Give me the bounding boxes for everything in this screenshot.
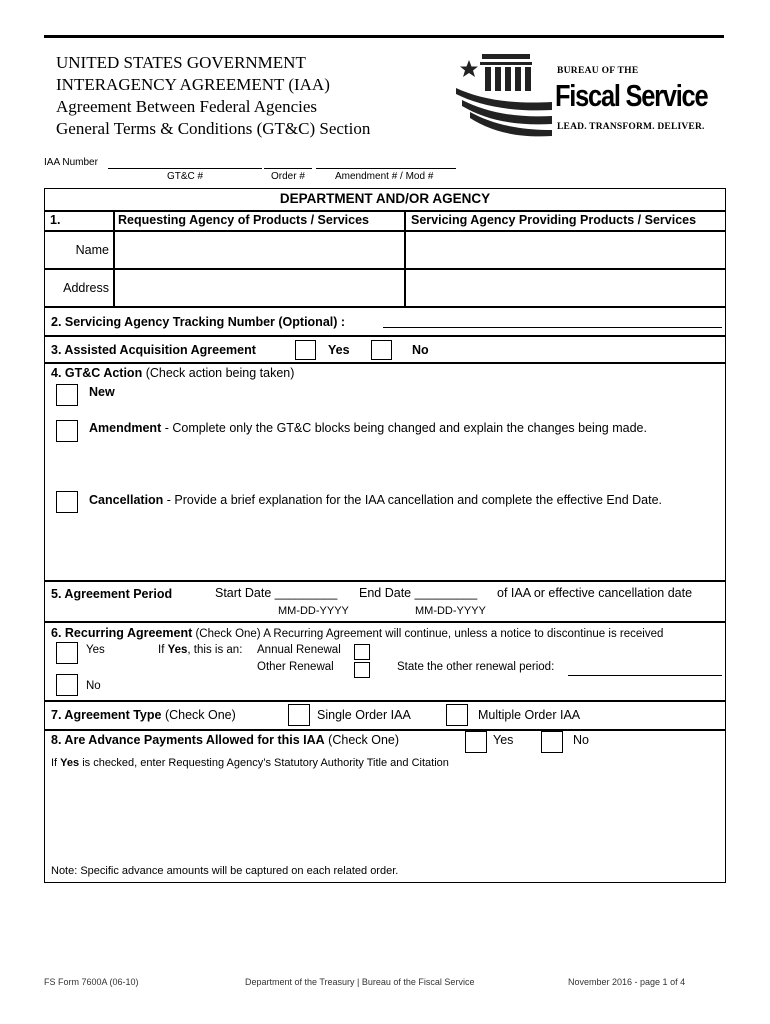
- recurring-yes-checkbox[interactable]: [56, 642, 78, 664]
- annual-renewal-label: Annual Renewal: [257, 644, 341, 656]
- multiple-order-label: Multiple Order IAA: [478, 708, 581, 722]
- section-7-hint: (Check One): [164, 708, 236, 722]
- state-other-label: State the other renewal period:: [397, 661, 555, 673]
- servicing-agency-name-field[interactable]: [406, 232, 724, 267]
- logo-top-text: BUREAU OF THE: [557, 66, 639, 76]
- treasury-building-icon: [452, 48, 556, 140]
- divider: [44, 700, 726, 702]
- fiscal-service-logo: [452, 48, 724, 144]
- cancellation-checkbox[interactable]: [56, 491, 78, 513]
- amendment-text: - Complete only the GT&C blocks being changed and explain the changes being made.: [161, 421, 647, 435]
- title-line-4: General Terms & Conditions (GT&C) Section: [56, 119, 371, 138]
- assisted-no-label: No: [412, 343, 429, 357]
- advance-yes-label: Yes: [493, 733, 514, 747]
- recurring-no-checkbox[interactable]: [56, 674, 78, 696]
- name-label: Name: [75, 243, 109, 257]
- amendment-number-field[interactable]: [316, 168, 456, 169]
- if-pre: If: [51, 757, 61, 769]
- address-label: Address: [63, 281, 109, 295]
- advance-no-label: No: [573, 733, 589, 747]
- start-date-field[interactable]: Start Date _________: [215, 586, 338, 600]
- iaa-number-label: IAA Number: [44, 157, 98, 168]
- multiple-order-checkbox[interactable]: [446, 704, 468, 726]
- title-line-1: UNITED STATES GOVERNMENT: [56, 53, 306, 72]
- footer-form-number: FS Form 7600A (06-10): [44, 977, 139, 987]
- section-8-hint: (Check One): [328, 733, 400, 747]
- divider: [44, 621, 726, 623]
- section-4-label: [51, 366, 294, 380]
- other-renewal-period-field[interactable]: [568, 675, 722, 676]
- servicing-agency-header: Servicing Agency Providing Products / Services: [411, 213, 697, 227]
- if-yes-pre: If: [158, 644, 168, 656]
- assisted-yes-checkbox[interactable]: [295, 340, 316, 360]
- amendment-label: [89, 421, 647, 435]
- amendment-number-label: Amendment # / Mod #: [335, 171, 434, 182]
- section-4-hint: (Check action being taken): [145, 366, 295, 380]
- section-1-number: 1.: [50, 213, 61, 227]
- if-yes-post: , this is an:: [187, 644, 243, 656]
- single-order-checkbox[interactable]: [288, 704, 310, 726]
- advance-yes-checkbox[interactable]: [465, 731, 487, 753]
- tracking-number-field[interactable]: [383, 327, 722, 328]
- footer-page-info: November 2016 - page 1 of 4: [568, 977, 686, 987]
- gtc-number-field[interactable]: [108, 168, 262, 169]
- section-8-title: 8. Are Advance Payments Allowed for this IAA: [51, 733, 325, 747]
- section-4-title: 4. GT&C Action: [51, 366, 143, 380]
- other-renewal-checkbox[interactable]: [354, 662, 370, 678]
- recurring-yes-label: Yes: [86, 644, 105, 656]
- if-yes-bold: Yes: [167, 644, 188, 656]
- divider: [44, 335, 726, 337]
- assisted-no-checkbox[interactable]: [371, 340, 392, 360]
- divider: [44, 729, 726, 731]
- requesting-agency-header: Requesting Agency of Products / Services: [118, 213, 369, 227]
- advance-note: Note: Specific advance amounts will be captured on each related order.: [51, 865, 399, 877]
- servicing-agency-address-field[interactable]: [406, 270, 724, 305]
- start-date-format: MM-DD-YYYY: [278, 605, 349, 617]
- divider: [44, 306, 726, 308]
- section-2-label: 2. Servicing Agency Tracking Number (Optional) :: [51, 315, 346, 329]
- recurring-no-label: No: [86, 680, 101, 692]
- header-rule: [44, 35, 724, 38]
- annual-renewal-checkbox[interactable]: [354, 644, 370, 660]
- new-label: New: [89, 385, 115, 399]
- if-bold: Yes: [60, 757, 80, 769]
- other-renewal-label: Other Renewal: [257, 661, 334, 673]
- new-checkbox[interactable]: [56, 384, 78, 406]
- period-note: of IAA or effective cancellation date: [497, 586, 693, 600]
- order-number-field[interactable]: [264, 168, 312, 169]
- title-line-3: Agreement Between Federal Agencies: [56, 97, 318, 116]
- section-6-text: (Check One) A Recurring Agreement will continue, unless a notice to discontinue is received: [192, 628, 664, 640]
- section-8-label: [51, 733, 399, 747]
- if-post: is checked, enter Requesting Agency’s Statutory Authority Title and Citation: [79, 757, 449, 769]
- if-yes-label: [158, 644, 242, 656]
- end-date-field[interactable]: End Date _________: [359, 586, 478, 600]
- section-5-label: 5. Agreement Period: [51, 587, 173, 601]
- cancellation-title: Cancellation: [89, 493, 164, 507]
- cancellation-label: [89, 493, 662, 507]
- section-6-label: [51, 626, 663, 640]
- requesting-agency-name-field[interactable]: [115, 232, 403, 267]
- title-line-2: INTERAGENCY AGREEMENT (IAA): [56, 75, 330, 94]
- statutory-authority-field[interactable]: [50, 774, 722, 860]
- amendment-checkbox[interactable]: [56, 420, 78, 442]
- divider: [44, 580, 726, 582]
- section-3-label: 3. Assisted Acquisition Agreement: [51, 343, 256, 357]
- assisted-yes-label: Yes: [328, 343, 350, 357]
- single-order-label: Single Order IAA: [317, 708, 411, 722]
- divider: [44, 362, 726, 364]
- section-7-label: [51, 708, 236, 722]
- section-7-title: 7. Agreement Type: [51, 708, 162, 722]
- logo-tagline: LEAD. TRANSFORM. DELIVER.: [557, 122, 705, 132]
- advance-no-checkbox[interactable]: [541, 731, 563, 753]
- divider: [44, 210, 726, 212]
- order-number-label: Order #: [271, 171, 305, 182]
- gtc-number-label: GT&C #: [167, 171, 204, 182]
- cancellation-text: - Provide a brief explanation for the IAA cancellation and complete the effective End Date.: [163, 493, 663, 507]
- statutory-authority-instruction: [51, 757, 449, 769]
- dept-heading: DEPARTMENT AND/OR AGENCY: [279, 191, 491, 206]
- requesting-agency-address-field[interactable]: [115, 270, 403, 305]
- footer-department: Department of the Treasury | Bureau of the Fiscal Service: [245, 977, 475, 987]
- section-6-title: 6. Recurring Agreement: [51, 626, 193, 640]
- amendment-title: Amendment: [89, 421, 162, 435]
- end-date-format: MM-DD-YYYY: [415, 605, 486, 617]
- logo-main-text: Fiscal Service: [555, 78, 708, 113]
